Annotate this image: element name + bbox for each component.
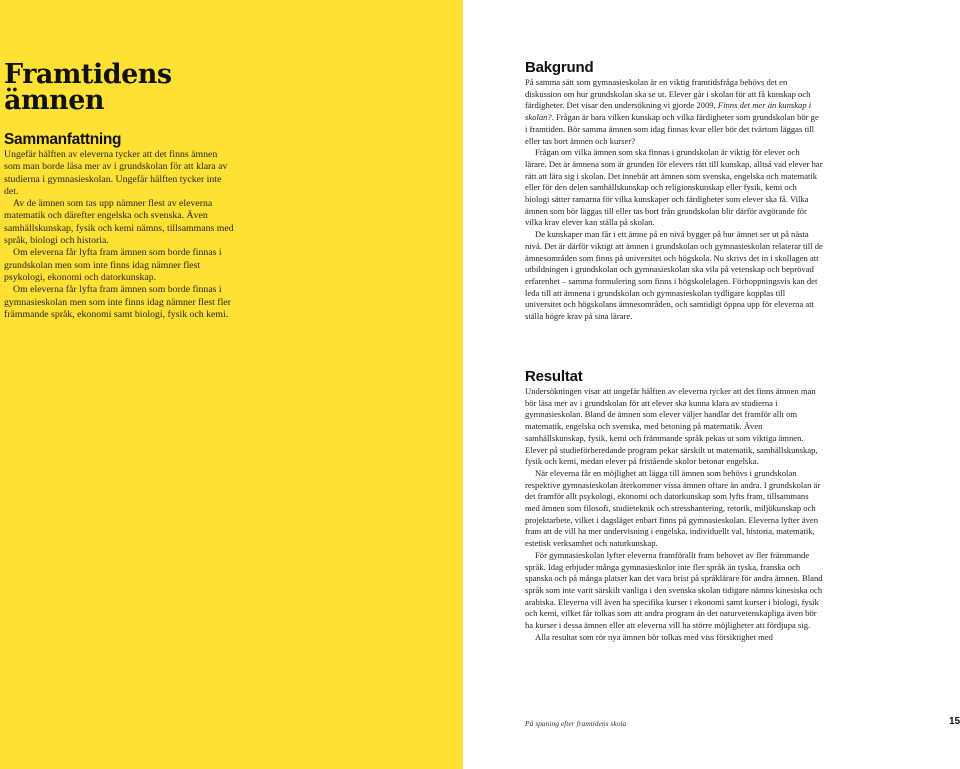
bakgrund-paragraph: Frågan om vilka ämnen som ska finnas i grundskolan är viktig för elever och lärare. Det är ämnena som är grunden för elevers rätt till kunskap, alltså vad elever har rätt att lära sig i skolan. Det innebär att ämnen som svenska, engelska och matematik eller för den delen samhällskunskap och religionskunskap eller fysik, kemi och biologi sätter ramarna för vilka kunskaper och färdigheter som elever ska få. Vilka ämnen som bör läggas till eller tas bort från grundskolan blir därför avgörande för vilka krav elever kan ställa på skolan. — [525, 147, 823, 228]
summary-paragraph: Om eleverna får lyfta fram ämnen som borde finnas i gymnasieskolan men som inte finns idag nämner flest fler främmande språk, ekonomi samt biologi, fysik och kemi. — [4, 284, 231, 320]
page-title: Framtidens ämnen — [4, 59, 172, 116]
resultat-paragraph: Undersökningen visar att ungefär hälften av eleverna tycker att det finns ämnen man bör läsa mer av i grundskolan för att elever ska kunna klara av studierna i gymnasieskolan. Bland de ämnen som elever väljer handlar det framför allt om matematik, engelska och svenska, med betoning på matematik. Även samhällskunskap, fysik, kemi och främmande språk pekas ut som viktiga ämnen. Elever på studieförberedande program pekar särskilt ut matematik, samhällskunskap, fysik och kemi, medan elever på fristående skolor betonar engelska. — [525, 386, 818, 467]
bakgrund-paragraph: De kunskaper man får i ett ämne på en nivå bygger på hur ämnet ser ut på nästa nivå. Det är därför viktigt att ämnen i grundskolan och gymnasieskolan relaterar till de ämnesområden som finns på universitet och högskola. Nu skrivs det in i skollagen att utbildningen i grundskolan och gymnasieskolan ska vila på vetenskap och beprövad erfarenhet – samma formulering som finns i högskolelagen. Förhoppningsvis kan det leda till att ämnena i grundskolan och gymnasieskolan tydligare kopplas till universitet och högskolans ämnesområden, och samtidigt öppna upp för eleverna att ställa högre krav på sina lärare. — [525, 229, 823, 322]
resultat-paragraph: När eleverna får en möjlighet att lägga till ämnen som behövs i grundskolan respektive gymnasieskolan återkommer vissa ämnen oftare än andra. I grundskolan är det framför allt psykologi, ekonomi och datorkunskap som lyfts fram, tillsammans med ämnen som filosofi, studieteknik och stresshantering, retorik, miljökunskap och projektarbete, vilket i dagsläget enbart finns på gymnasieskolan. Eleverna lyfter även fram att de vill ha mer undervisning i engelska, individuellt val, historia, matematik, estetisk verksamhet och naturkunskap. — [525, 467, 821, 549]
summary-paragraph: Av de ämnen som tas upp nämner flest av eleverna matematik och därefter engelska och svenska. Även samhällskunskap, fysik och kemi nämns, tillsammans med språk, biologi och historia. — [4, 198, 234, 247]
resultat-paragraph: För gymnasieskolan lyfter eleverna framförallt fram behovet av fler främmande språk. Idag erbjuder många gymnasieskolor inte fler språk än tyska, franska och spanska och på många platser kan det vara brist på språklärare för andra ämnen. Bland språk som inte varit särskilt vanliga i den svenska skolan tidigare nämns kinesiska och arabiska. Eleverna vill även ha specifika kurser i ekonomi samt kurser i biologi, fysik och kemi, vilket får tolkas som att andra program än det naturvetenskapliga även bör ha kurser i dessa ämnen eller att eleverna vill ha större möjligheter att fördjupa sig. — [525, 549, 823, 631]
resultat-body — [525, 386, 823, 643]
running-footer: På spaning efter framtidens skola — [525, 719, 627, 728]
summary-paragraph: Ungefär hälften av eleverna tycker att det finns ämnen som man borde läsa mer av i grundskolan för att klara av studierna i gymnasieskolan. Ungefär hälften tycker inte det. — [4, 149, 228, 197]
yellow-summary-panel — [0, 0, 463, 769]
bakgrund-paragraph — [525, 77, 823, 147]
resultat-heading: Resultat — [525, 368, 583, 385]
summary-paragraph: Om eleverna får lyfta fram ämnen som borde finnas i grundskolan men som inte finns idag nämner flest psykologi, ekonomi och datorkunskap. — [4, 247, 222, 283]
bakgrund-body — [525, 77, 823, 323]
resultat-paragraph: Alla resultat som rör nya ämnen bör tolkas med viss försiktighet med — [535, 631, 773, 642]
page-number: 15 — [949, 716, 960, 727]
summary-heading: Sammanfattning — [4, 131, 122, 148]
bakgrund-text: . Frågan är bara vilken kunskap och vilka färdigheter som grundskolan bör ge i framtiden. Bör samma ämnen som idag finnas kvar eller bör det tvärtom läggas till eller tas bort ämnen och kurser? — [525, 112, 819, 146]
bakgrund-heading: Bakgrund — [525, 59, 594, 76]
study-title: Finns det mer än kunskap i skolan? — [525, 100, 812, 123]
bakgrund-text: På samma sätt som gymnasieskolan är en viktig framtidsfråga behövs det en diskussion om hur grundskolan ska se ut. Elever går i skolan för att få kunskap och färdigheter. Det visar den undersökning vi gjorde 2009, — [525, 77, 811, 111]
summary-body — [4, 149, 236, 321]
article-panel — [463, 0, 959, 769]
